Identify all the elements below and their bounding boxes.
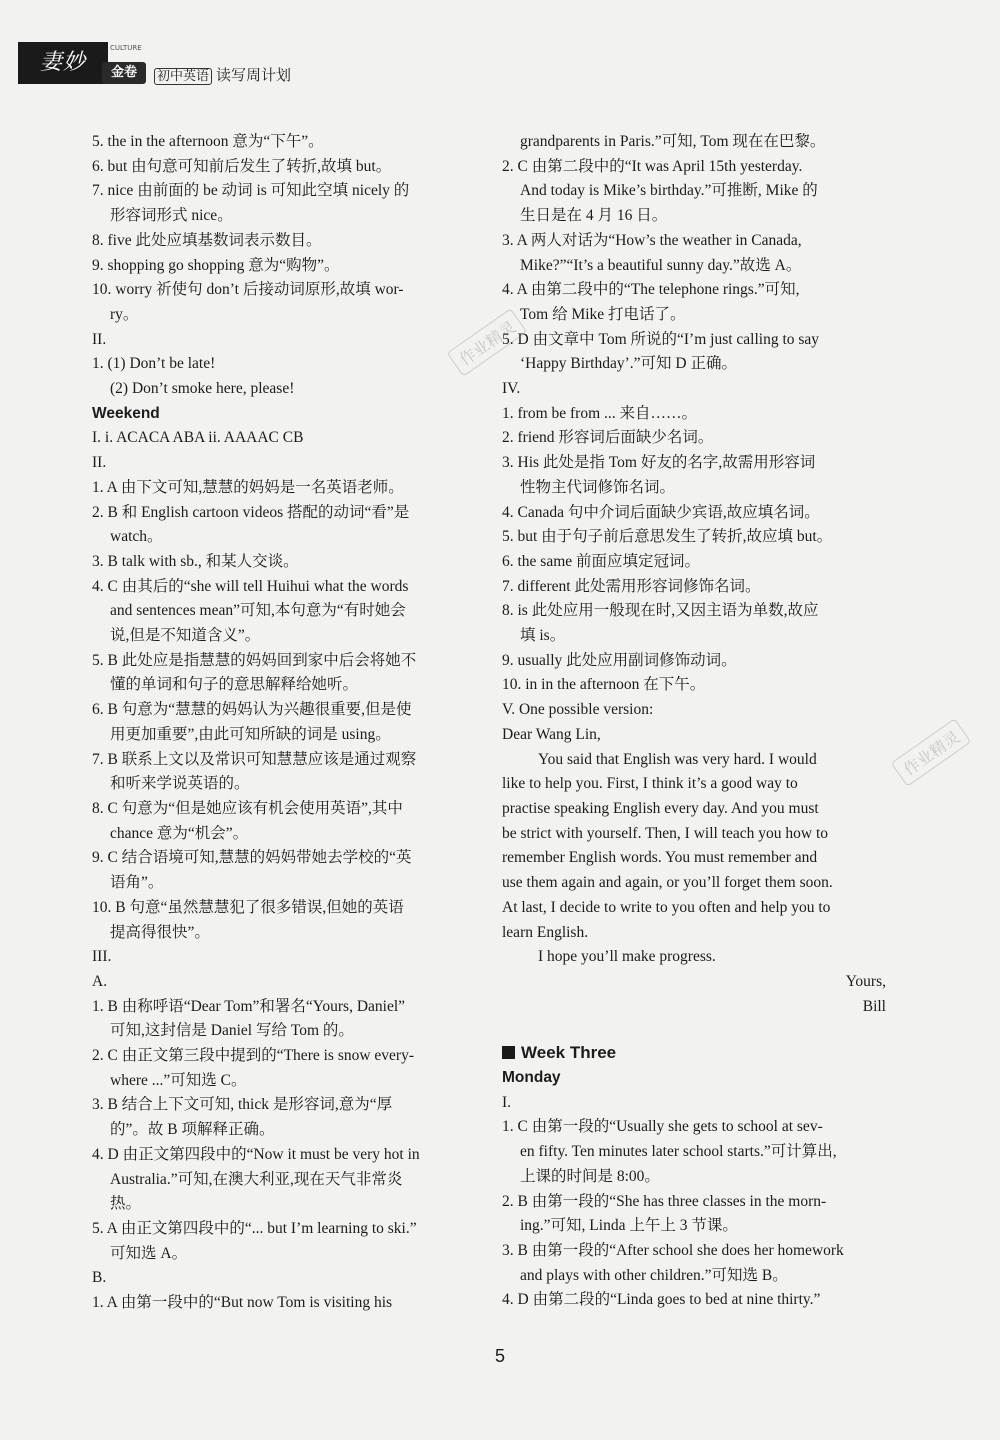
answer-line: 2. C 由正文第三段中提到的“There is snow every- bbox=[92, 1047, 415, 1065]
answer-line: 7. B 联系上文以及常识可知慧慧应该是通过观察 bbox=[92, 750, 417, 768]
answer-line: 形容词形式 nice。 bbox=[110, 207, 233, 225]
brand-logo: 妻妙 bbox=[18, 42, 108, 84]
answer-line: 可知,这封信是 Daniel 写给 Tom 的。 bbox=[110, 1022, 354, 1040]
answer-line: 2. C 由第二段中的“It was April 15th yesterday. bbox=[502, 157, 803, 175]
answer-line: 9. usually 此处应用副词修饰动词。 bbox=[502, 651, 737, 669]
answer-line: 上课的时间是 8:00。 bbox=[520, 1167, 660, 1185]
right-column bbox=[502, 130, 886, 1313]
answer-line: 3. A 两人对话为“How’s the weather in Canada, bbox=[502, 231, 802, 249]
answer-line: 3. B 由第一段的“After school she does her homework bbox=[502, 1241, 844, 1259]
answer-line: 语角”。 bbox=[110, 874, 164, 892]
answer-line: B. bbox=[92, 1269, 107, 1287]
answer-line: learn English. bbox=[502, 923, 589, 941]
answer-line: 5. D 由文章中 Tom 所说的“I’m just calling to say bbox=[502, 330, 820, 348]
right-column-bottom bbox=[502, 1066, 886, 1313]
answer-line: (2) Don’t smoke here, please! bbox=[110, 380, 295, 398]
answer-line: Weekend bbox=[92, 404, 160, 422]
answer-line: You said that English was very hard. I would bbox=[538, 750, 817, 768]
answer-line: And today is Mike’s birthday.”可推断, Mike 的 bbox=[520, 182, 818, 200]
right-column-top bbox=[502, 130, 886, 1019]
answer-line: Dear Wang Lin, bbox=[502, 725, 601, 743]
answer-line: A. bbox=[92, 972, 108, 990]
book-subject: 初中英语 bbox=[154, 68, 212, 85]
answer-line: I. i. ACACA ABA ii. AAAAC CB bbox=[92, 429, 304, 447]
answer-line: II. bbox=[92, 330, 107, 348]
answer-line: 8. is 此处应用一般现在时,又因主语为单数,故应 bbox=[502, 602, 819, 620]
answer-line: 6. B 句意为“慧慧的妈妈认为兴趣很重要,但是使 bbox=[92, 701, 412, 719]
answer-line: 4. Canada 句中介词后面缺少宾语,故应填名词。 bbox=[502, 503, 820, 521]
answer-line: 3. B 结合上下文可知, thick 是形容词,意为“厚 bbox=[92, 1096, 393, 1114]
answer-line: 1. A 由第一段中的“But now Tom is visiting his bbox=[92, 1294, 393, 1312]
answer-line: 6. the same 前面应填定冠词。 bbox=[502, 552, 701, 570]
answer-line: and sentences mean”可知,本句意为“有时她会 bbox=[110, 602, 406, 620]
answer-line: IV. bbox=[502, 380, 521, 398]
answer-line: 1. C 由第一段的“Usually she gets to school at sev- bbox=[502, 1118, 823, 1136]
book-series: 读写周计划 bbox=[216, 66, 292, 84]
answer-line: Tom 给 Mike 打电话了。 bbox=[520, 305, 686, 323]
answer-line: practise speaking English every day. And you must bbox=[502, 799, 819, 817]
answer-line: 10. B 句意“虽然慧慧犯了很多错误,但她的英语 bbox=[92, 898, 404, 916]
answer-line: 的”。故 B 项解释正确。 bbox=[110, 1121, 275, 1139]
answer-line: Yours, bbox=[845, 972, 886, 990]
answer-line: 8. five 此处应填基数词表示数目。 bbox=[92, 231, 322, 249]
answer-line: Monday bbox=[502, 1069, 561, 1087]
answer-line: 8. C 句意为“但是她应该有机会使用英语”,其中 bbox=[92, 799, 403, 817]
answer-line: 1. A 由下文可知,慧慧的妈妈是一名英语老师。 bbox=[92, 478, 404, 496]
answer-line: 7. different 此处需用形容词修饰名词。 bbox=[502, 577, 761, 595]
answer-line: 9. C 结合语境可知,慧慧的妈妈带她去学校的“英 bbox=[92, 849, 412, 867]
answer-line: 3. His 此处是指 Tom 好友的名字,故需用形容词 bbox=[502, 454, 816, 472]
book-title bbox=[154, 64, 291, 85]
page-number: 5 bbox=[494, 1346, 505, 1366]
answer-line: chance 意为“机会”。 bbox=[110, 824, 249, 842]
answer-line: 5. but 由于句子前后意思发生了转折,故应填 but。 bbox=[502, 528, 833, 546]
answer-line: III. bbox=[92, 948, 112, 966]
answer-line: 9. shopping go shopping 意为“购物”。 bbox=[92, 256, 340, 274]
answer-line: be strict with yourself. Then, I will teach you how to bbox=[502, 824, 829, 842]
answer-line: like to help you. First, I think it’s a good way to bbox=[502, 775, 798, 793]
brand-logo-tag: CULTURE bbox=[110, 44, 142, 52]
answer-line: ‘Happy Birthday’.”可知 D 正确。 bbox=[520, 355, 737, 373]
answer-line: 4. C 由其后的“she will tell Huihui what the words bbox=[92, 577, 409, 595]
answer-line: remember English words. You must remember and bbox=[502, 849, 818, 867]
answer-line: 3. B talk with sb., 和某人交谈。 bbox=[92, 552, 299, 570]
answer-line: use them again and again, or you’ll forget them soon. bbox=[502, 874, 833, 892]
answer-line: 7. nice 由前面的 be 动词 is 可知此空填 nicely 的 bbox=[92, 182, 410, 200]
answer-line: 4. D 由正文第四段中的“Now it must be very hot in bbox=[92, 1145, 420, 1163]
answer-line: Bill bbox=[862, 997, 886, 1015]
answer-line: I. bbox=[502, 1093, 512, 1111]
answer-line: 性物主代词修饰名词。 bbox=[520, 478, 676, 496]
answer-line: 说,但是不知道含义”。 bbox=[110, 627, 261, 645]
answer-line: I hope you’ll make progress. bbox=[538, 948, 716, 966]
page-header bbox=[18, 42, 318, 86]
answer-line: 10. in in the afternoon 在下午。 bbox=[502, 676, 706, 694]
answer-line: ry。 bbox=[110, 305, 139, 323]
answer-line: Australia.”可知,在澳大利亚,现在天气非常炎 bbox=[110, 1170, 403, 1188]
answer-line: 5. B 此处应是指慧慧的妈妈回到家中后会将她不 bbox=[92, 651, 417, 669]
answer-line: 生日是在 4 月 16 日。 bbox=[520, 207, 668, 225]
square-bullet-icon bbox=[502, 1046, 515, 1059]
answer-line: ing.”可知, Linda 上午上 3 节课。 bbox=[520, 1217, 738, 1235]
answer-line: 提高得很快”。 bbox=[110, 923, 210, 941]
answer-line: 1. from be from ... 来自……。 bbox=[502, 404, 698, 422]
answer-line: and plays with other children.”可知选 B。 bbox=[520, 1266, 788, 1284]
answer-line: 2. B 由第一段的“She has three classes in the morn- bbox=[502, 1192, 827, 1210]
answer-line: 5. the in the afternoon 意为“下午”。 bbox=[92, 133, 324, 150]
week-heading bbox=[502, 1041, 886, 1066]
answer-line: Mike?”“It’s a beautiful sunny day.”故选 A。 bbox=[520, 256, 802, 274]
answer-line: 用更加重要”,由此可知所缺的词是 using。 bbox=[110, 725, 391, 743]
brand-logo-sub: 金卷 bbox=[102, 62, 146, 84]
answer-line: 热。 bbox=[110, 1195, 142, 1213]
watermark-stamp: 作业精灵 bbox=[447, 308, 528, 377]
answer-line: watch。 bbox=[110, 528, 163, 546]
watermark-stamp: 作业精灵 bbox=[891, 718, 972, 787]
answer-line: At last, I decide to write to you often and help you to bbox=[502, 898, 831, 916]
week-title: Week Three bbox=[521, 1043, 617, 1063]
answer-line: II. bbox=[92, 454, 107, 472]
answer-line: grandparents in Paris.”可知, Tom 现在在巴黎。 bbox=[520, 133, 826, 150]
answer-line: 2. B 和 English cartoon videos 搭配的动词“看”是 bbox=[92, 503, 410, 521]
left-column bbox=[92, 130, 476, 1316]
answer-line: 2. friend 形容词后面缺少名词。 bbox=[502, 429, 714, 447]
answer-line: where ...”可知选 C。 bbox=[110, 1071, 247, 1089]
answer-line: 填 is。 bbox=[520, 627, 566, 645]
answer-line: 10. worry 祈使句 don’t 后接动词原形,故填 wor- bbox=[92, 281, 404, 299]
answer-line: 1. B 由称呼语“Dear Tom”和署名“Yours, Daniel” bbox=[92, 997, 406, 1015]
answer-line: 可知选 A。 bbox=[110, 1244, 188, 1262]
answer-line: en fifty. Ten minutes later school starts.”可计算出, bbox=[520, 1143, 837, 1161]
answer-line: 4. D 由第二段的“Linda goes to bed at nine thirty.” bbox=[502, 1291, 821, 1309]
answer-line: V. One possible version: bbox=[502, 701, 654, 719]
answer-line: 1. (1) Don’t be late! bbox=[92, 355, 216, 373]
answer-line: 5. A 由正文第四段中的“... but I’m learning to ski.” bbox=[92, 1219, 417, 1237]
answer-line: 和听来学说英语的。 bbox=[110, 775, 250, 793]
answer-line: 6. but 由句意可知前后发生了转折,故填 but。 bbox=[92, 157, 392, 175]
answer-line: 4. A 由第二段中的“The telephone rings.”可知, bbox=[502, 281, 800, 299]
answer-line: 懂的单词和句子的意思解释给她听。 bbox=[110, 676, 359, 694]
